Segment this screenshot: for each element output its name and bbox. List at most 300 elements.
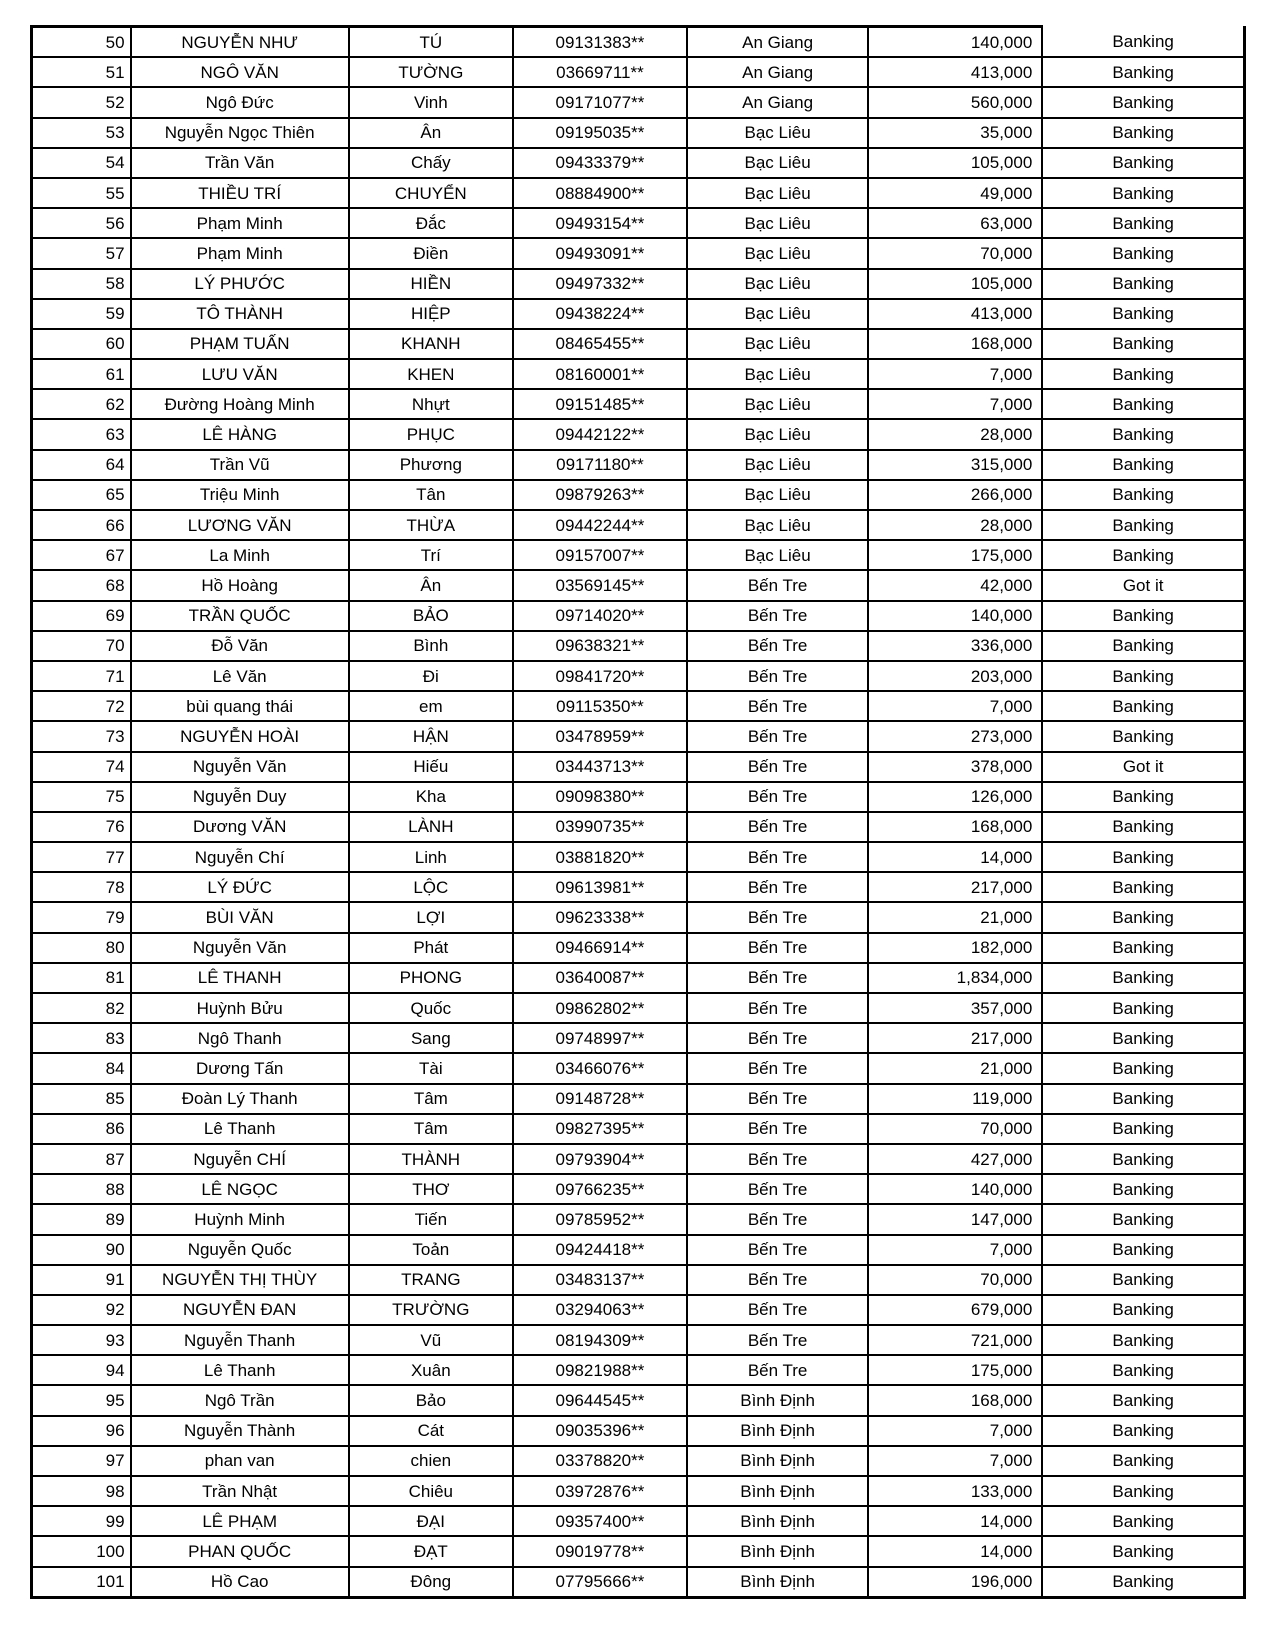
province-cell: Bình Định xyxy=(687,1536,868,1566)
last-name-cell: Lê Thanh xyxy=(131,1114,349,1144)
status-cell: Banking xyxy=(1042,118,1244,148)
amount-cell: 196,000 xyxy=(868,1567,1042,1598)
amount-cell: 168,000 xyxy=(868,1385,1042,1415)
first-name-cell: Xuân xyxy=(349,1355,513,1385)
province-cell: Bến Tre xyxy=(687,691,868,721)
status-cell: Banking xyxy=(1042,87,1244,117)
first-name-cell: HIỆP xyxy=(349,299,513,329)
phone-cell: 09442122** xyxy=(513,419,687,449)
phone-cell: 09613981** xyxy=(513,872,687,902)
first-name-cell: Bảo xyxy=(349,1385,513,1415)
row-number-cell: 88 xyxy=(32,1174,131,1204)
first-name-cell: Cát xyxy=(349,1416,513,1446)
first-name-cell: Ân xyxy=(349,118,513,148)
donation-table xyxy=(30,25,1246,1599)
table-row xyxy=(32,299,1245,329)
amount-cell: 28,000 xyxy=(868,510,1042,540)
status-cell: Banking xyxy=(1042,1536,1244,1566)
last-name-cell: TÔ THÀNH xyxy=(131,299,349,329)
phone-cell: 09466914** xyxy=(513,933,687,963)
row-number-cell: 84 xyxy=(32,1053,131,1083)
status-cell: Banking xyxy=(1042,963,1244,993)
first-name-cell: ĐẠI xyxy=(349,1506,513,1536)
amount-cell: 140,000 xyxy=(868,601,1042,631)
amount-cell: 105,000 xyxy=(868,269,1042,299)
status-cell: Banking xyxy=(1042,1385,1244,1415)
first-name-cell: CHUYỂN xyxy=(349,178,513,208)
table-row xyxy=(32,1144,1245,1174)
last-name-cell: PHAN QUỐC xyxy=(131,1536,349,1566)
first-name-cell: Sang xyxy=(349,1023,513,1053)
amount-cell: 35,000 xyxy=(868,118,1042,148)
table-row xyxy=(32,570,1245,600)
status-cell: Banking xyxy=(1042,1325,1244,1355)
row-number-cell: 68 xyxy=(32,570,131,600)
row-number-cell: 74 xyxy=(32,752,131,782)
last-name-cell: Nguyễn Thanh xyxy=(131,1325,349,1355)
table-row xyxy=(32,1235,1245,1265)
status-cell: Banking xyxy=(1042,299,1244,329)
status-cell: Banking xyxy=(1042,993,1244,1023)
province-cell: Bạc Liêu xyxy=(687,540,868,570)
last-name-cell: Ngô Thanh xyxy=(131,1023,349,1053)
amount-cell: 63,000 xyxy=(868,208,1042,238)
province-cell: Bình Định xyxy=(687,1506,868,1536)
province-cell: Bến Tre xyxy=(687,1053,868,1083)
province-cell: Bến Tre xyxy=(687,1235,868,1265)
province-cell: Bạc Liêu xyxy=(687,208,868,238)
phone-cell: 08884900** xyxy=(513,178,687,208)
phone-cell: 03881820** xyxy=(513,842,687,872)
first-name-cell: Tài xyxy=(349,1053,513,1083)
amount-cell: 105,000 xyxy=(868,148,1042,178)
province-cell: Bến Tre xyxy=(687,963,868,993)
first-name-cell: Linh xyxy=(349,842,513,872)
last-name-cell: LÊ NGỌC xyxy=(131,1174,349,1204)
amount-cell: 14,000 xyxy=(868,1506,1042,1536)
row-number-cell: 52 xyxy=(32,87,131,117)
amount-cell: 7,000 xyxy=(868,1235,1042,1265)
last-name-cell: Huỳnh Bửu xyxy=(131,993,349,1023)
amount-cell: 14,000 xyxy=(868,1536,1042,1566)
first-name-cell: Phương xyxy=(349,450,513,480)
status-cell: Banking xyxy=(1042,148,1244,178)
status-cell: Banking xyxy=(1042,933,1244,963)
first-name-cell: LÀNH xyxy=(349,812,513,842)
amount-cell: 70,000 xyxy=(868,1265,1042,1295)
table-row xyxy=(32,782,1245,812)
row-number-cell: 51 xyxy=(32,57,131,87)
table-row xyxy=(32,1325,1245,1355)
amount-cell: 133,000 xyxy=(868,1476,1042,1506)
table-row xyxy=(32,1567,1245,1598)
province-cell: Bến Tre xyxy=(687,1174,868,1204)
province-cell: Bến Tre xyxy=(687,661,868,691)
phone-cell: 09623338** xyxy=(513,902,687,932)
status-cell: Banking xyxy=(1042,1355,1244,1385)
last-name-cell: Nguyễn CHÍ xyxy=(131,1144,349,1174)
phone-cell: 03478959** xyxy=(513,721,687,751)
amount-cell: 175,000 xyxy=(868,540,1042,570)
table-row xyxy=(32,902,1245,932)
last-name-cell: Lê Thanh xyxy=(131,1355,349,1385)
phone-cell: 09862802** xyxy=(513,993,687,1023)
status-cell: Banking xyxy=(1042,238,1244,268)
first-name-cell: Tân xyxy=(349,480,513,510)
province-cell: Bạc Liêu xyxy=(687,329,868,359)
amount-cell: 21,000 xyxy=(868,1053,1042,1083)
table-row xyxy=(32,1084,1245,1114)
table-row xyxy=(32,208,1245,238)
first-name-cell: Vũ xyxy=(349,1325,513,1355)
first-name-cell: LỢI xyxy=(349,902,513,932)
last-name-cell: Hồ Cao xyxy=(131,1567,349,1598)
amount-cell: 315,000 xyxy=(868,450,1042,480)
row-number-cell: 60 xyxy=(32,329,131,359)
first-name-cell: PHONG xyxy=(349,963,513,993)
phone-cell: 09151485** xyxy=(513,389,687,419)
amount-cell: 140,000 xyxy=(868,27,1042,58)
first-name-cell: TƯỜNG xyxy=(349,57,513,87)
phone-cell: 09115350** xyxy=(513,691,687,721)
row-number-cell: 87 xyxy=(32,1144,131,1174)
phone-cell: 09748997** xyxy=(513,1023,687,1053)
status-cell: Got it xyxy=(1042,570,1244,600)
first-name-cell: Tâm xyxy=(349,1084,513,1114)
amount-cell: 70,000 xyxy=(868,238,1042,268)
first-name-cell: Ân xyxy=(349,570,513,600)
table-row xyxy=(32,933,1245,963)
status-cell: Banking xyxy=(1042,27,1244,58)
status-cell: Banking xyxy=(1042,1476,1244,1506)
province-cell: Bến Tre xyxy=(687,1204,868,1234)
last-name-cell: NGÔ VĂN xyxy=(131,57,349,87)
row-number-cell: 85 xyxy=(32,1084,131,1114)
status-cell: Banking xyxy=(1042,57,1244,87)
province-cell: Bến Tre xyxy=(687,721,868,751)
row-number-cell: 70 xyxy=(32,631,131,661)
row-number-cell: 92 xyxy=(32,1295,131,1325)
status-cell: Banking xyxy=(1042,269,1244,299)
status-cell: Banking xyxy=(1042,1174,1244,1204)
last-name-cell: Nguyễn Chí xyxy=(131,842,349,872)
last-name-cell: LÝ PHƯỚC xyxy=(131,269,349,299)
table-row xyxy=(32,540,1245,570)
row-number-cell: 81 xyxy=(32,963,131,993)
province-cell: Bến Tre xyxy=(687,812,868,842)
phone-cell: 09424418** xyxy=(513,1235,687,1265)
province-cell: Bạc Liêu xyxy=(687,480,868,510)
last-name-cell: LÊ PHẠM xyxy=(131,1506,349,1536)
first-name-cell: THỪA xyxy=(349,510,513,540)
table-row xyxy=(32,721,1245,751)
phone-cell: 03443713** xyxy=(513,752,687,782)
status-cell: Banking xyxy=(1042,1446,1244,1476)
table-row xyxy=(32,691,1245,721)
status-cell: Banking xyxy=(1042,329,1244,359)
province-cell: Bạc Liêu xyxy=(687,510,868,540)
last-name-cell: LƯU VĂN xyxy=(131,359,349,389)
province-cell: Bến Tre xyxy=(687,1114,868,1144)
first-name-cell: Bình xyxy=(349,631,513,661)
table-row xyxy=(32,389,1245,419)
table-row xyxy=(32,450,1245,480)
province-cell: Bình Định xyxy=(687,1416,868,1446)
amount-cell: 378,000 xyxy=(868,752,1042,782)
amount-cell: 70,000 xyxy=(868,1114,1042,1144)
province-cell: Bình Định xyxy=(687,1446,868,1476)
province-cell: Bến Tre xyxy=(687,570,868,600)
row-number-cell: 96 xyxy=(32,1416,131,1446)
last-name-cell: Triệu Minh xyxy=(131,480,349,510)
last-name-cell: NGUYỄN HOÀI xyxy=(131,721,349,751)
row-number-cell: 65 xyxy=(32,480,131,510)
row-number-cell: 59 xyxy=(32,299,131,329)
status-cell: Banking xyxy=(1042,1506,1244,1536)
status-cell: Banking xyxy=(1042,1416,1244,1446)
amount-cell: 560,000 xyxy=(868,87,1042,117)
table-row xyxy=(32,631,1245,661)
first-name-cell: TRANG xyxy=(349,1265,513,1295)
first-name-cell: Toản xyxy=(349,1235,513,1265)
last-name-cell: LƯƠNG VĂN xyxy=(131,510,349,540)
first-name-cell: TÚ xyxy=(349,27,513,58)
last-name-cell: Phạm Minh xyxy=(131,238,349,268)
province-cell: Bạc Liêu xyxy=(687,450,868,480)
amount-cell: 119,000 xyxy=(868,1084,1042,1114)
province-cell: Bến Tre xyxy=(687,1084,868,1114)
first-name-cell: THÀNH xyxy=(349,1144,513,1174)
province-cell: Bến Tre xyxy=(687,1023,868,1053)
row-number-cell: 101 xyxy=(32,1567,131,1598)
row-number-cell: 57 xyxy=(32,238,131,268)
table-row xyxy=(32,480,1245,510)
first-name-cell: BẢO xyxy=(349,601,513,631)
first-name-cell: Hiếu xyxy=(349,752,513,782)
status-cell: Banking xyxy=(1042,601,1244,631)
last-name-cell: bùi quang thái xyxy=(131,691,349,721)
amount-cell: 7,000 xyxy=(868,359,1042,389)
last-name-cell: Nguyễn Ngọc Thiên xyxy=(131,118,349,148)
table-row xyxy=(32,1446,1245,1476)
phone-cell: 09841720** xyxy=(513,661,687,691)
province-cell: Bạc Liêu xyxy=(687,118,868,148)
last-name-cell: Nguyễn Văn xyxy=(131,752,349,782)
status-cell: Banking xyxy=(1042,842,1244,872)
last-name-cell: Ngô Trần xyxy=(131,1385,349,1415)
table-row xyxy=(32,872,1245,902)
status-cell: Banking xyxy=(1042,359,1244,389)
first-name-cell: Trí xyxy=(349,540,513,570)
table-row xyxy=(32,1536,1245,1566)
province-cell: Bình Định xyxy=(687,1567,868,1598)
phone-cell: 08194309** xyxy=(513,1325,687,1355)
amount-cell: 175,000 xyxy=(868,1355,1042,1385)
status-cell: Banking xyxy=(1042,1053,1244,1083)
table-row xyxy=(32,601,1245,631)
table-row xyxy=(32,87,1245,117)
province-cell: Bến Tre xyxy=(687,902,868,932)
first-name-cell: em xyxy=(349,691,513,721)
table-row xyxy=(32,419,1245,449)
status-cell: Banking xyxy=(1042,782,1244,812)
province-cell: Bình Định xyxy=(687,1476,868,1506)
row-number-cell: 55 xyxy=(32,178,131,208)
status-cell: Banking xyxy=(1042,872,1244,902)
phone-cell: 03466076** xyxy=(513,1053,687,1083)
status-cell: Banking xyxy=(1042,691,1244,721)
row-number-cell: 56 xyxy=(32,208,131,238)
amount-cell: 217,000 xyxy=(868,872,1042,902)
amount-cell: 217,000 xyxy=(868,1023,1042,1053)
phone-cell: 09785952** xyxy=(513,1204,687,1234)
amount-cell: 147,000 xyxy=(868,1204,1042,1234)
table-row xyxy=(32,1355,1245,1385)
row-number-cell: 67 xyxy=(32,540,131,570)
phone-cell: 09766235** xyxy=(513,1174,687,1204)
province-cell: Bến Tre xyxy=(687,782,868,812)
status-cell: Got it xyxy=(1042,752,1244,782)
table-row xyxy=(32,269,1245,299)
row-number-cell: 86 xyxy=(32,1114,131,1144)
phone-cell: 03483137** xyxy=(513,1265,687,1295)
first-name-cell: HẬN xyxy=(349,721,513,751)
table-row xyxy=(32,27,1245,58)
table-row xyxy=(32,178,1245,208)
amount-cell: 721,000 xyxy=(868,1325,1042,1355)
last-name-cell: Nguyễn Văn xyxy=(131,933,349,963)
phone-cell: 09827395** xyxy=(513,1114,687,1144)
province-cell: Bến Tre xyxy=(687,631,868,661)
amount-cell: 413,000 xyxy=(868,299,1042,329)
status-cell: Banking xyxy=(1042,208,1244,238)
row-number-cell: 78 xyxy=(32,872,131,902)
first-name-cell: Đông xyxy=(349,1567,513,1598)
status-cell: Banking xyxy=(1042,661,1244,691)
province-cell: Bến Tre xyxy=(687,1295,868,1325)
province-cell: Bạc Liêu xyxy=(687,269,868,299)
table-row xyxy=(32,148,1245,178)
province-cell: An Giang xyxy=(687,87,868,117)
row-number-cell: 100 xyxy=(32,1536,131,1566)
status-cell: Banking xyxy=(1042,510,1244,540)
phone-cell: 03569145** xyxy=(513,570,687,600)
province-cell: Bến Tre xyxy=(687,1355,868,1385)
table-row xyxy=(32,1053,1245,1083)
table-row xyxy=(32,1506,1245,1536)
table-row xyxy=(32,1204,1245,1234)
last-name-cell: Lê Văn xyxy=(131,661,349,691)
amount-cell: 1,834,000 xyxy=(868,963,1042,993)
status-cell: Banking xyxy=(1042,1295,1244,1325)
amount-cell: 266,000 xyxy=(868,480,1042,510)
amount-cell: 679,000 xyxy=(868,1295,1042,1325)
status-cell: Banking xyxy=(1042,480,1244,510)
status-cell: Banking xyxy=(1042,1265,1244,1295)
last-name-cell: Hồ Hoàng xyxy=(131,570,349,600)
last-name-cell: TRẦN QUỐC xyxy=(131,601,349,631)
row-number-cell: 89 xyxy=(32,1204,131,1234)
table-row xyxy=(32,1023,1245,1053)
last-name-cell: Trần Văn xyxy=(131,148,349,178)
row-number-cell: 82 xyxy=(32,993,131,1023)
row-number-cell: 62 xyxy=(32,389,131,419)
first-name-cell: Quốc xyxy=(349,993,513,1023)
phone-cell: 09195035** xyxy=(513,118,687,148)
table-row xyxy=(32,1114,1245,1144)
last-name-cell: PHẠM TUẤN xyxy=(131,329,349,359)
first-name-cell: Điền xyxy=(349,238,513,268)
phone-cell: 09098380** xyxy=(513,782,687,812)
table-row xyxy=(32,1295,1245,1325)
status-cell: Banking xyxy=(1042,419,1244,449)
phone-cell: 09131383** xyxy=(513,27,687,58)
status-cell: Banking xyxy=(1042,540,1244,570)
province-cell: Bạc Liêu xyxy=(687,389,868,419)
amount-cell: 357,000 xyxy=(868,993,1042,1023)
last-name-cell: LÊ THANH xyxy=(131,963,349,993)
last-name-cell: NGUYỄN ĐAN xyxy=(131,1295,349,1325)
row-number-cell: 50 xyxy=(32,27,131,58)
province-cell: Bến Tre xyxy=(687,1144,868,1174)
phone-cell: 09171077** xyxy=(513,87,687,117)
amount-cell: 168,000 xyxy=(868,329,1042,359)
first-name-cell: LỘC xyxy=(349,872,513,902)
last-name-cell: NGUYỄN THỊ THÙY xyxy=(131,1265,349,1295)
last-name-cell: Phạm Minh xyxy=(131,208,349,238)
amount-cell: 203,000 xyxy=(868,661,1042,691)
phone-cell: 09442244** xyxy=(513,510,687,540)
last-name-cell: Trần Vũ xyxy=(131,450,349,480)
first-name-cell: KHEN xyxy=(349,359,513,389)
province-cell: Bến Tre xyxy=(687,1325,868,1355)
amount-cell: 273,000 xyxy=(868,721,1042,751)
amount-cell: 336,000 xyxy=(868,631,1042,661)
table-row xyxy=(32,57,1245,87)
province-cell: Bến Tre xyxy=(687,752,868,782)
table-row xyxy=(32,963,1245,993)
table-row xyxy=(32,1476,1245,1506)
status-cell: Banking xyxy=(1042,1567,1244,1598)
first-name-cell: Đắc xyxy=(349,208,513,238)
phone-cell: 09357400** xyxy=(513,1506,687,1536)
status-cell: Banking xyxy=(1042,812,1244,842)
table-row xyxy=(32,993,1245,1023)
province-cell: Bến Tre xyxy=(687,601,868,631)
row-number-cell: 95 xyxy=(32,1385,131,1415)
table-row xyxy=(32,329,1245,359)
status-cell: Banking xyxy=(1042,1235,1244,1265)
phone-cell: 09879263** xyxy=(513,480,687,510)
amount-cell: 140,000 xyxy=(868,1174,1042,1204)
amount-cell: 28,000 xyxy=(868,419,1042,449)
phone-cell: 09493154** xyxy=(513,208,687,238)
last-name-cell: Đường Hoàng Minh xyxy=(131,389,349,419)
last-name-cell: Ngô Đức xyxy=(131,87,349,117)
first-name-cell: Nhựt xyxy=(349,389,513,419)
row-number-cell: 58 xyxy=(32,269,131,299)
amount-cell: 126,000 xyxy=(868,782,1042,812)
province-cell: Bến Tre xyxy=(687,842,868,872)
amount-cell: 7,000 xyxy=(868,1416,1042,1446)
table-row xyxy=(32,661,1245,691)
province-cell: Bến Tre xyxy=(687,993,868,1023)
row-number-cell: 79 xyxy=(32,902,131,932)
table-row xyxy=(32,1385,1245,1415)
phone-cell: 09497332** xyxy=(513,269,687,299)
province-cell: Bình Định xyxy=(687,1385,868,1415)
status-cell: Banking xyxy=(1042,1084,1244,1114)
